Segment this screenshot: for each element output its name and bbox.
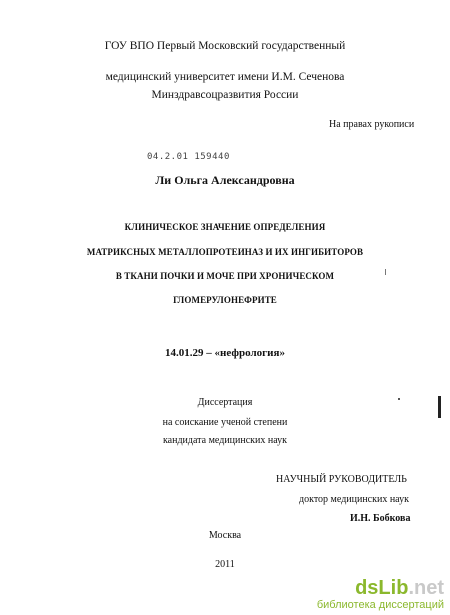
watermark[interactable] [317, 578, 444, 611]
thesis-title-line-4: ГЛОМЕРУЛОНЕФРИТЕ [173, 295, 277, 305]
institution-line-1: ГОУ ВПО Первый Московский государственный [104, 40, 346, 52]
thesis-title-line-3: В ТКАНИ ПОЧКИ И МОЧЕ ПРИ ХРОНИЧЕСКОМ [115, 271, 335, 281]
watermark-logo-suffix: .net [408, 577, 444, 599]
institution-line-2: медицинский университет имени И.М. Сеченова [105, 71, 345, 83]
rights-note: На правах рукописи [329, 119, 415, 130]
author-name: Ли Ольга Александровна [155, 173, 295, 187]
thesis-title-line-2: МАТРИКСНЫХ МЕТАЛЛОПРОТЕИНАЗ И ИХ ИНГИБИТОРОВ [86, 247, 364, 257]
watermark-logo-main: dsLib [355, 577, 409, 599]
supervisor-name: И.Н. Бобкова [350, 513, 411, 524]
watermark-logo[interactable] [317, 578, 444, 598]
scan-artifact-dot [398, 398, 400, 400]
degree-line-2: на соискание ученой степени [162, 417, 288, 428]
watermark-subtitle: библиотека диссертаций [316, 599, 444, 611]
thesis-title-line-1: КЛИНИЧЕСКОЕ ЗНАЧЕНИЕ ОПРЕДЕЛЕНИЯ [124, 222, 326, 232]
institution-line-3: Минздравсоцразвития России [151, 89, 299, 101]
scan-artifact-tick [385, 269, 386, 275]
scan-artifact-mark [438, 396, 441, 418]
degree-line-1: Диссертация [197, 397, 253, 408]
year: 2011 [215, 559, 235, 570]
specialty-code: 14.01.29 – «нефрология» [165, 347, 285, 359]
library-stamp-number: 04.2.01 159440 [147, 152, 230, 162]
supervisor-heading: НАУЧНЫЙ РУКОВОДИТЕЛЬ [276, 474, 407, 485]
city: Москва [208, 530, 242, 541]
degree-line-3: кандидата медицинских наук [162, 435, 288, 446]
supervisor-title: доктор медицинских наук [299, 494, 409, 505]
